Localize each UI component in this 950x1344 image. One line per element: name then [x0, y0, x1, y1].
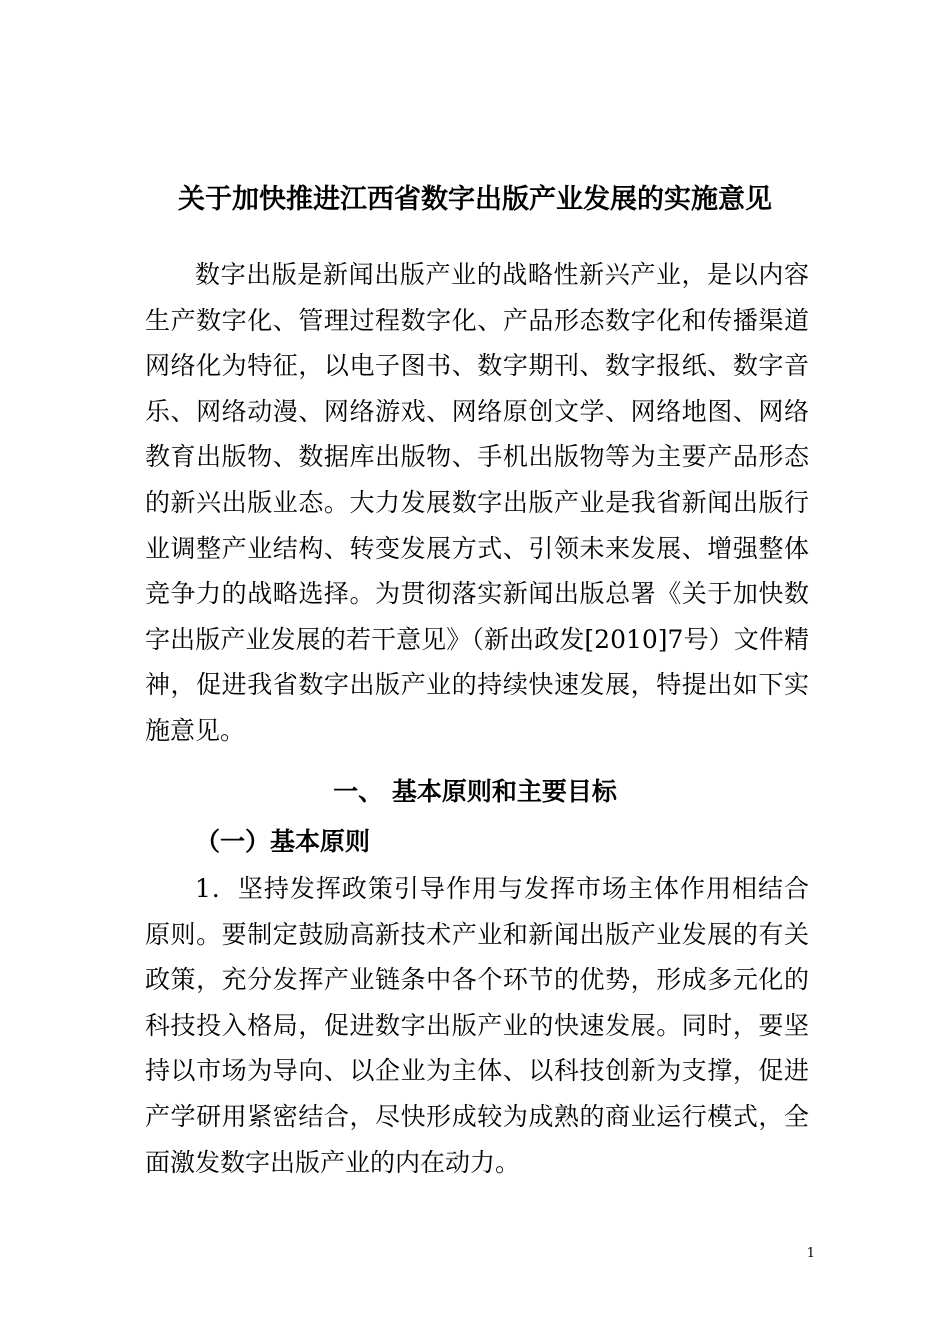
subsection-heading: （一）基本原则	[195, 827, 371, 856]
page-number: 1	[806, 1246, 815, 1261]
principle-paragraph: 1．坚持发挥政策引导作用与发挥市场主体作用相结合原则。要制定鼓励高新技术产业和新闻出版产业发展的有关政策，充分发挥产业链条中各个环节的优势，形成多元化的科技投入格局，促进数字出版产业的快速发展。同时，要坚持以市场为导向、以企业为主体、以科技创新为支撑，促进产学研用紧密结合，尽快形成较为成熟的商业运行模式，全面激发数字出版产业的内在动力。	[145, 874, 809, 1177]
intro-paragraph: 数字出版是新闻出版产业的战略性新兴产业，是以内容生产数字化、管理过程数字化、产品形态数字化和传播渠道网络化为特征，以电子图书、数字期刊、数字报纸、数字音乐、网络动漫、网络游戏、网络原创文学、网络地图、网络教育出版物、数据库出版物、手机出版物等为主要产品形态的新兴出版业态。大力发展数字出版产业是我省新闻出版行业调整产业结构、转变发展方式、引领未来发展、增强整体竞争力的战略选择。为贯彻落实新闻出版总署《关于加快数字出版产业发展的若干意见》（新出政发[2010]7号）文件精神，促进我省数字出版产业的持续快速发展，特提出如下实施意见。	[145, 260, 809, 745]
section-heading: 一、 基本原则和主要目标	[333, 777, 617, 806]
document-title: 关于加快推进江西省数字出版产业发展的实施意见	[178, 184, 772, 215]
